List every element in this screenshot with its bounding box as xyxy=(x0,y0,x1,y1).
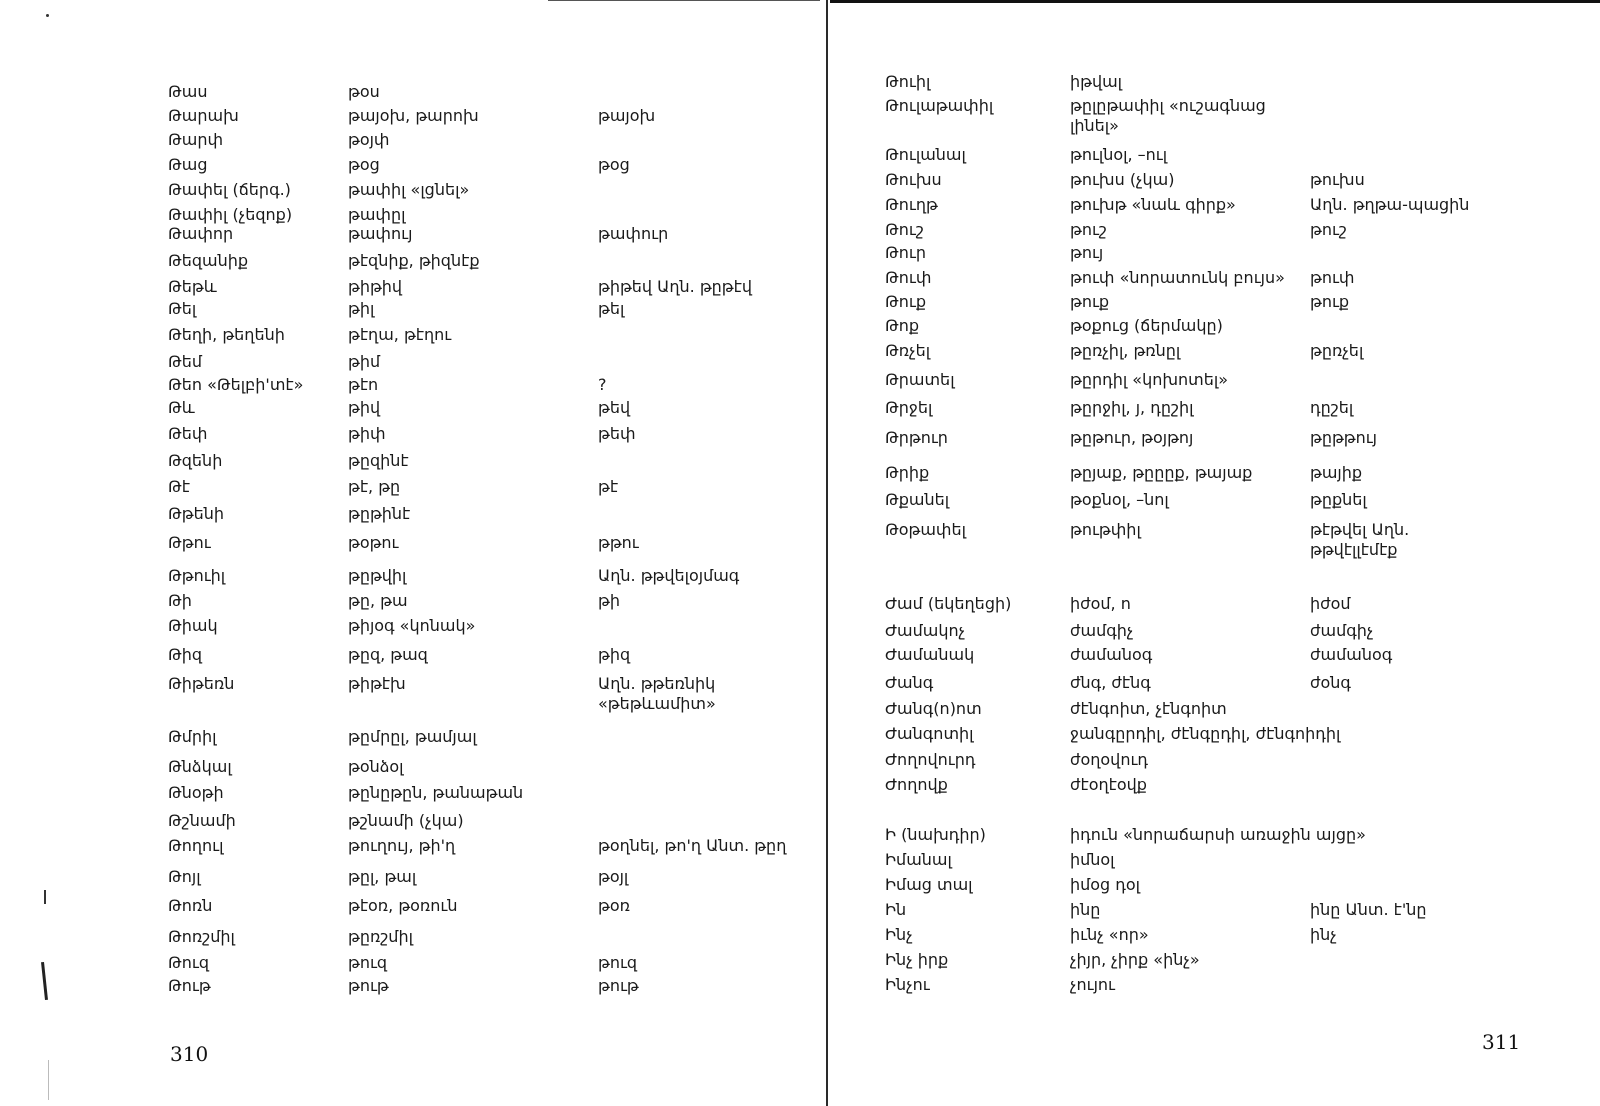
dialect-form: թիփ xyxy=(348,424,386,443)
headword: Թեո «Թելբի'տէ» xyxy=(168,375,304,394)
headword: Թութ xyxy=(168,976,211,995)
variant-form: թըթթույ xyxy=(1310,428,1378,447)
dictionary-row xyxy=(830,645,1600,669)
dictionary-row xyxy=(0,727,826,751)
dictionary-row xyxy=(830,316,1600,340)
dictionary-row xyxy=(830,699,1600,723)
dialect-form: թըռչիլ, թռնըլ xyxy=(1070,341,1181,360)
headword: Թուր xyxy=(885,243,926,262)
dialect-form: իմնօլ xyxy=(1070,850,1115,869)
dialect-form: թուխս (չկա) xyxy=(1070,170,1175,189)
dialect-form: թէօռ, թօռուն xyxy=(348,896,458,915)
headword: Ժանգոտիլ xyxy=(885,724,974,743)
headword: Թոռն xyxy=(168,896,213,915)
dictionary-row xyxy=(0,927,826,951)
dictionary-row xyxy=(0,155,826,179)
headword: Ժանգ(ո)ոտ xyxy=(885,699,982,718)
dialect-form: թիթէխ xyxy=(348,674,406,693)
headword: Թմրիլ xyxy=(168,727,217,746)
right-page xyxy=(830,0,1600,1106)
dictionary-row xyxy=(830,621,1600,645)
dialect-form: թօքնօլ, –նոլ xyxy=(1070,490,1169,509)
variant-form: իժօմ xyxy=(1310,594,1351,613)
headword: Թրթուր xyxy=(885,428,948,447)
dialect-form: թըթվիլ xyxy=(348,566,407,585)
dialect-form: իժօմ, ո xyxy=(1070,594,1131,613)
dictionary-row xyxy=(0,106,826,130)
headword: Թշնամի xyxy=(168,811,236,830)
dictionary-row xyxy=(0,325,826,349)
dictionary-row xyxy=(0,591,826,615)
dialect-form: թօց xyxy=(348,155,380,174)
dialect-form: թուզ xyxy=(348,953,388,972)
dialect-form: ժօղօվուդ xyxy=(1070,750,1149,769)
variant-form: Աղն. թղթա-պացին xyxy=(1310,195,1470,214)
headword: Թեմ xyxy=(168,352,203,371)
dialect-form: թօքուց (ճերմակը) xyxy=(1070,316,1223,335)
variant-form: թափուր xyxy=(598,224,669,243)
dictionary-row xyxy=(0,451,826,475)
dictionary-row xyxy=(0,811,826,835)
dictionary-row xyxy=(0,375,826,399)
dialect-form: թայօխ, թարոխ xyxy=(348,106,479,125)
dictionary-row xyxy=(0,398,826,422)
dialect-form: թույ xyxy=(1070,243,1104,262)
dictionary-row xyxy=(0,616,826,640)
dictionary-row xyxy=(830,775,1600,799)
dictionary-row xyxy=(0,645,826,669)
headword: Թիզ xyxy=(168,645,203,664)
headword: Թթուիլ xyxy=(168,566,226,585)
variant-form: Աղն. թթեռնիկ «թեթևամիտ» xyxy=(598,674,716,713)
dictionary-row xyxy=(830,220,1600,244)
dialect-form: թիյօգ «կոնակ» xyxy=(348,616,476,635)
variant-form: թօց xyxy=(598,155,630,174)
variant-form: թիզ xyxy=(598,645,631,664)
headword: Թև xyxy=(168,398,195,417)
dictionary-row xyxy=(830,900,1600,924)
dialect-form: իթվալ xyxy=(1070,72,1123,91)
dialect-form: թշնամի (չկա) xyxy=(348,811,464,830)
dictionary-row xyxy=(830,96,1600,135)
dictionary-row xyxy=(0,953,826,977)
dictionary-row xyxy=(0,867,826,891)
dialect-form: թուղույ, թի'ղ xyxy=(348,836,456,855)
variant-form: թթու xyxy=(598,533,639,552)
headword: Թափոր xyxy=(168,224,234,243)
headword: Ինչու xyxy=(885,975,930,994)
headword: Թոք xyxy=(885,316,920,335)
dialect-form: ջանգըրդիլ, ժէնգըդիլ, ժէնգոիդիլ xyxy=(1070,724,1341,743)
dictionary-row xyxy=(0,251,826,275)
dialect-form: թիլ xyxy=(348,299,375,318)
dictionary-row xyxy=(830,370,1600,394)
dialect-form: թօթու xyxy=(348,533,399,552)
dictionary-row xyxy=(0,277,826,301)
variant-form: դըշել xyxy=(1310,398,1354,417)
dictionary-row xyxy=(830,520,1600,559)
dialect-form: թէո xyxy=(348,375,379,394)
dialect-form: թութփիլ xyxy=(1070,520,1141,539)
variant-form: թեվ xyxy=(598,398,631,417)
dialect-form: ժէնգոիտ, չէնգոիտ xyxy=(1070,699,1227,718)
dialect-form: թիթիվ xyxy=(348,277,403,296)
headword: Ին xyxy=(885,900,907,919)
headword: Թրիք xyxy=(885,463,930,482)
variant-form: թել xyxy=(598,299,625,318)
headword: Թիթեռն xyxy=(168,674,235,693)
headword: Թրատել xyxy=(885,370,955,389)
headword: Թթենի xyxy=(168,504,224,523)
dictionary-row xyxy=(830,724,1600,748)
page-number-left: 310 xyxy=(170,1042,209,1066)
dialect-form: թուշ xyxy=(1070,220,1107,239)
dialect-form: ժէօղէօվք xyxy=(1070,775,1147,794)
headword: Թէ xyxy=(168,477,190,496)
variant-form: թուփ xyxy=(1310,268,1355,287)
dialect-form: թըթինէ xyxy=(348,504,411,523)
dialect-form: թըթուր, թօյթոյ xyxy=(1070,428,1194,447)
dialect-form: իդուն «նորաճարսի առաջին այցը» xyxy=(1070,825,1366,844)
variant-form: թիթեվ Աղն. թըթէվ xyxy=(598,277,752,296)
headword: Թուք xyxy=(885,292,927,311)
dictionary-row xyxy=(0,674,826,713)
variant-form: թեփ xyxy=(598,424,636,443)
book-spine xyxy=(826,0,828,1106)
dialect-form: թըմրըլ, թամյալ xyxy=(348,727,477,746)
dictionary-row xyxy=(0,224,826,248)
headword: Ժողովք xyxy=(885,775,948,794)
dictionary-row xyxy=(830,398,1600,422)
dialect-form: թուփ «նորատունկ բույս» xyxy=(1070,268,1285,287)
variant-form: ինը Անտ. է'նը xyxy=(1310,900,1427,919)
dialect-form: թէզնիք, թիզնէք xyxy=(348,251,480,270)
dictionary-row xyxy=(830,292,1600,316)
dialect-form: թէղա, թէղու xyxy=(348,325,452,344)
dialect-form: թութ xyxy=(348,976,389,995)
dialect-form: թըրջիլ, յ, դըշիլ xyxy=(1070,398,1194,417)
headword: Ժանգ xyxy=(885,673,934,692)
dictionary-row xyxy=(830,268,1600,292)
dictionary-row xyxy=(0,477,826,501)
dialect-form: թը, թա xyxy=(348,591,408,610)
dialect-form: թընըթըն, թանաթան xyxy=(348,783,524,802)
headword: Թուղթ xyxy=(885,195,938,214)
dialect-form: թափույ xyxy=(348,224,413,243)
variant-form: թուշ xyxy=(1310,220,1347,239)
headword: Թնօթի xyxy=(168,783,224,802)
headword: Թափիլ (չեզոք) xyxy=(168,205,293,224)
variant-form: թօղնել, թո'ղ Անտ. թըղ xyxy=(598,836,787,855)
dictionary-row xyxy=(830,170,1600,194)
dialect-form: թօյփ xyxy=(348,130,390,149)
dictionary-row xyxy=(0,896,826,920)
dictionary-row xyxy=(830,975,1600,999)
dictionary-row xyxy=(830,243,1600,267)
headword: Թուիլ xyxy=(885,72,931,91)
headword: Իմաց տալ xyxy=(885,875,973,894)
variant-form: թօռ xyxy=(598,896,630,915)
headword: Թուզ xyxy=(168,953,209,972)
headword: Թի xyxy=(168,591,192,610)
dialect-form: թուք xyxy=(1070,292,1110,311)
variant-form: թօյլ xyxy=(598,867,629,886)
headword: Թուփ xyxy=(885,268,932,287)
headword: Թուլաթափիլ xyxy=(885,96,994,115)
dictionary-row xyxy=(830,341,1600,365)
dialect-form: ինը xyxy=(1070,900,1101,919)
dictionary-row xyxy=(830,145,1600,169)
variant-form: թուխս xyxy=(1310,170,1365,189)
page-number-right: 311 xyxy=(1482,1030,1521,1054)
headword: Թաց xyxy=(168,155,208,174)
dictionary-row xyxy=(0,130,826,154)
headword: Ինչ իրք xyxy=(885,950,949,969)
headword: Թաս xyxy=(168,82,208,101)
variant-form: թուք xyxy=(1310,292,1350,311)
variant-form: թի xyxy=(598,591,620,610)
headword: Թուլանալ xyxy=(885,145,966,164)
variant-form: թութ xyxy=(598,976,639,995)
dialect-form: իմօց դօլ xyxy=(1070,875,1140,894)
variant-form: թայիք xyxy=(1310,463,1363,482)
headword: Թրջել xyxy=(885,398,933,417)
dictionary-row xyxy=(830,925,1600,949)
dictionary-row xyxy=(0,424,826,448)
dictionary-row xyxy=(830,950,1600,974)
dictionary-row xyxy=(830,490,1600,514)
headword: Թոյլ xyxy=(168,867,201,886)
headword: Թեղի, թեղենի xyxy=(168,325,285,344)
dialect-form: ժնգ, ժէնգ xyxy=(1070,673,1151,692)
dictionary-row xyxy=(0,533,826,557)
dialect-form: թըյաք, թըըըք, թայաք xyxy=(1070,463,1253,482)
headword: Թեփ xyxy=(168,424,208,443)
headword: Թեթև xyxy=(168,277,217,296)
variant-form: ժամգիչ xyxy=(1310,621,1374,640)
dictionary-row xyxy=(830,195,1600,219)
dialect-form: թըռշմիլ xyxy=(348,927,413,946)
headword: Թզենի xyxy=(168,451,223,470)
dictionary-row xyxy=(830,463,1600,487)
headword: Թօթափել xyxy=(885,520,966,539)
headword: Թքանել xyxy=(885,490,950,509)
dictionary-row xyxy=(0,352,826,376)
variant-form: թէ xyxy=(598,477,619,496)
dictionary-row xyxy=(0,836,826,860)
dialect-form: չույու xyxy=(1070,975,1115,994)
dictionary-row xyxy=(830,72,1600,96)
headword: Թարփ xyxy=(168,130,224,149)
headword: Թոռշմիլ xyxy=(168,927,235,946)
dialect-form: թou xyxy=(348,82,380,101)
headword: Թթու xyxy=(168,533,211,552)
dialect-form: ժամանօգ xyxy=(1070,645,1153,664)
right-entries xyxy=(830,0,1600,1106)
headword: Թուշ xyxy=(885,220,924,239)
dialect-form: թօնձօլ xyxy=(348,757,404,776)
dialect-form: թըրդիլ «կոխոտել» xyxy=(1070,370,1229,389)
headword: Թել xyxy=(168,299,197,318)
dictionary-row xyxy=(830,673,1600,697)
dialect-form: թըլ, թալ xyxy=(348,867,417,886)
headword: Ժամանակ xyxy=(885,645,975,664)
variant-form: ժամանօգ xyxy=(1310,645,1393,664)
dialect-form: թիվ xyxy=(348,398,381,417)
dialect-form: թըզինէ xyxy=(348,451,409,470)
dialect-form: չիյր, չիրք «ինչ» xyxy=(1070,950,1200,969)
dictionary-row xyxy=(830,875,1600,899)
dictionary-row xyxy=(0,82,826,106)
headword: Թռչել xyxy=(885,341,931,360)
dictionary-row xyxy=(830,825,1600,849)
variant-form: ժօնգ xyxy=(1310,673,1351,692)
headword: Թիակ xyxy=(168,616,218,635)
dialect-form: թըլըթափիլ «ուշագնաց լինել» xyxy=(1070,96,1266,135)
headword: Ի (նախդիր) xyxy=(885,825,986,844)
dictionary-row xyxy=(0,566,826,590)
dialect-form: թուլնօլ, –ուլ xyxy=(1070,145,1168,164)
headword: Թարախ xyxy=(168,106,239,125)
headword: Թնձկալ xyxy=(168,757,232,776)
dialect-form: թըզ, թազ xyxy=(348,645,428,664)
variant-form: ? xyxy=(598,375,607,394)
dialect-form: թուխթ «նաև գիրք» xyxy=(1070,195,1236,214)
variant-form: թէթվել Աղն. թթվէլլէմէք xyxy=(1310,520,1410,559)
variant-form: թըռչել xyxy=(1310,341,1364,360)
dialect-form: իւնչ «որ» xyxy=(1070,925,1149,944)
headword: Թեզանիք xyxy=(168,251,249,270)
headword: Թողուլ xyxy=(168,836,224,855)
headword: Ժամակոչ xyxy=(885,621,966,640)
headword: Ժողովուրդ xyxy=(885,750,976,769)
dictionary-row xyxy=(830,428,1600,452)
variant-form: թուզ xyxy=(598,953,638,972)
dialect-form: թափիլ «լցնել» xyxy=(348,180,470,199)
dialect-form: թափըլ xyxy=(348,205,406,224)
headword: Ժամ (եկեղեցի) xyxy=(885,594,1012,613)
dictionary-row xyxy=(0,783,826,807)
variant-form: Աղն. թթվելօյմագ xyxy=(598,566,740,585)
dictionary-row xyxy=(0,180,826,204)
headword: Իմանալ xyxy=(885,850,952,869)
dictionary-row xyxy=(830,850,1600,874)
headword: Թուխս xyxy=(885,170,942,189)
dictionary-row xyxy=(830,594,1600,618)
dialect-form: ժամգիչ xyxy=(1070,621,1134,640)
dictionary-row xyxy=(0,976,826,1000)
variant-form: թըքնել xyxy=(1310,490,1367,509)
dictionary-row xyxy=(0,299,826,323)
dictionary-row xyxy=(0,757,826,781)
headword: Թափել (ճերգ.) xyxy=(168,180,291,199)
dictionary-row xyxy=(830,750,1600,774)
variant-form: թայօխ xyxy=(598,106,656,125)
dialect-form: թիմ xyxy=(348,352,381,371)
dictionary-row xyxy=(0,504,826,528)
variant-form: ինչ xyxy=(1310,925,1337,944)
dialect-form: թէ, թը xyxy=(348,477,401,496)
headword: Ինչ xyxy=(885,925,913,944)
